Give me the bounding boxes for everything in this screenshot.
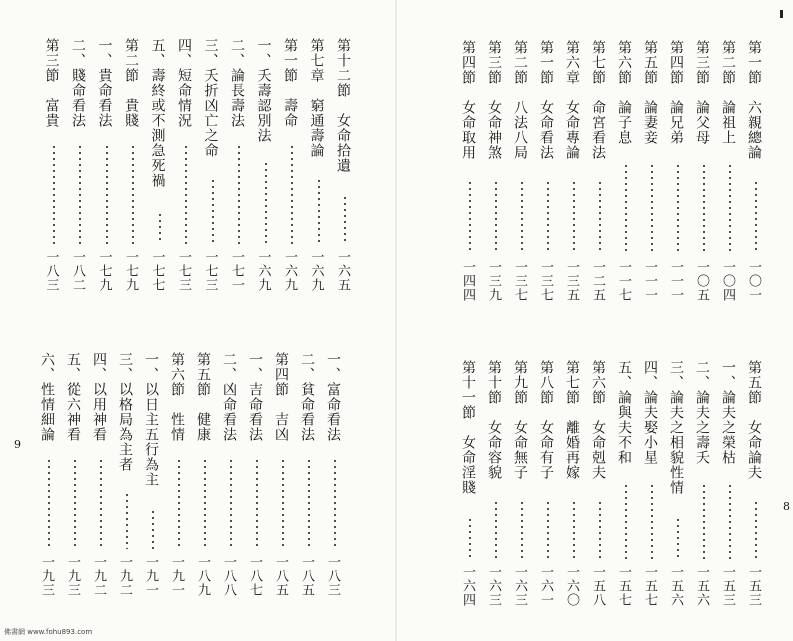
toc-entry-page: 一六五 (335, 250, 350, 292)
toc-entry-title: 第三節 論父母 (694, 40, 710, 145)
toc-entry (486, 360, 508, 610)
toc-entry-title: 第十一節 女命淫賤 (460, 360, 476, 495)
toc-entry-page: 一八九 (195, 555, 210, 597)
toc-entry-title: 一、貴命看法 (96, 38, 113, 128)
toc-entry-title: 二、貧命看法 (299, 352, 315, 442)
toc-entry (39, 352, 61, 600)
dot-leader (677, 163, 679, 254)
toc-entry-page: 一〇一 (746, 260, 761, 302)
toc-entry (720, 40, 742, 305)
toc-entry-title: 第四節 女命取用 (460, 40, 476, 160)
dot-leader (238, 144, 240, 244)
toc-entry (169, 352, 191, 600)
toc-entry (325, 352, 347, 600)
toc-entry-page: 一六九 (255, 250, 271, 292)
toc-entry (229, 38, 251, 295)
toc-entry-title: 二、凶命看法 (221, 352, 237, 442)
dot-leader (79, 144, 81, 244)
toc-entry-title: 三、論夫之相貌性情 (668, 360, 684, 495)
toc-entry (746, 40, 768, 305)
dot-leader (521, 180, 523, 254)
dot-leader (291, 144, 293, 244)
toc-entry-page: 一三七 (512, 260, 527, 302)
toc-entry-page: 一八五 (299, 555, 314, 597)
toc-entry-title: 一、夭壽認別法 (255, 38, 272, 143)
toc-entry (335, 38, 357, 295)
toc-entry (256, 38, 278, 295)
toc-entry-title: 第二節 貴賤 (123, 38, 139, 128)
dot-leader (265, 161, 267, 244)
toc-entry-page: 一五六 (694, 565, 709, 607)
toc-entry-page: 一二五 (590, 260, 605, 302)
toc-entry-page: 一九二 (91, 555, 106, 597)
toc-entry (221, 352, 243, 600)
dot-leader (547, 500, 549, 559)
toc-entry-title: 五、論與夫不和 (616, 360, 632, 465)
toc-entry-title: 第三節 女命神煞 (486, 40, 502, 160)
toc-entry-page: 一六三 (512, 565, 527, 607)
toc-entry-title: 第五節 女命論夫 (746, 360, 762, 480)
dot-leader (185, 144, 187, 244)
toc-entry-page: 一五三 (746, 565, 761, 607)
toc-entry (590, 360, 612, 610)
dot-leader (159, 212, 161, 244)
toc-entry-title: 第九節 女命無子 (512, 360, 528, 480)
toc-entry (273, 352, 295, 600)
toc-entry (143, 352, 165, 600)
dot-leader (282, 458, 284, 549)
dot-leader (755, 180, 757, 254)
toc-entry-page: 一六九 (308, 250, 324, 292)
toc-entry-page: 一七七 (149, 250, 165, 292)
toc-entry (694, 360, 716, 610)
toc-entry-page: 一八七 (247, 555, 262, 597)
dot-leader (344, 195, 346, 244)
toc-entry-page: 一三七 (538, 260, 553, 302)
toc-entry-page: 一五六 (668, 565, 683, 607)
toc-entry-page: 一四四 (460, 260, 475, 302)
toc-entry-title: 六、性情細論 (39, 352, 55, 442)
toc-entry (642, 40, 664, 305)
toc-entry-title: 二、論夫之壽夭 (694, 360, 710, 465)
dot-leader (573, 500, 575, 559)
dot-leader (703, 163, 705, 254)
toc-entry (538, 360, 560, 610)
toc-entry (150, 38, 172, 295)
toc-entry-page: 一一一 (642, 260, 657, 302)
toc-entry (70, 38, 92, 295)
toc-entry-title: 四、短命情況 (176, 38, 192, 128)
dot-leader (469, 180, 471, 254)
dot-leader (651, 163, 653, 254)
dot-leader (100, 458, 102, 549)
toc-entry-page: 一一一 (668, 260, 683, 302)
toc-entry (460, 40, 482, 305)
toc-entry-page: 一九一 (169, 555, 184, 597)
dot-leader (48, 458, 50, 549)
toc-entry-title: 第五節 論妻妾 (642, 40, 658, 145)
toc-entry (195, 352, 217, 600)
toc-entry (176, 38, 198, 295)
toc-entry-page: 一六三 (486, 565, 501, 607)
toc-entry (203, 38, 225, 295)
toc-entry (282, 38, 304, 295)
toc-entry-page: 一一七 (616, 260, 631, 302)
toc-entry-page: 一七三 (202, 250, 218, 292)
toc-entry-page: 一八五 (273, 555, 288, 597)
dot-leader (599, 500, 601, 559)
toc-entry-title: 第三節 富貴 (43, 38, 60, 128)
toc-entry-title: 四、論夫娶小星 (642, 360, 658, 465)
dot-leader (230, 458, 232, 549)
toc-entry-page: 一六九 (282, 250, 297, 292)
toc-entry-page: 一八三 (43, 250, 59, 292)
dot-leader (256, 458, 258, 549)
toc-entry-title: 第七節 命宮看法 (590, 40, 606, 160)
dot-leader (729, 163, 731, 254)
dot-leader (308, 458, 310, 549)
toc-entry (616, 360, 638, 610)
dot-leader (651, 483, 653, 559)
toc-entry-page: 一八三 (325, 555, 340, 597)
toc-entry-page: 一七九 (96, 250, 112, 292)
toc-entry-page: 一八八 (221, 555, 236, 597)
toc-entry-title: 第六節 性情 (169, 352, 185, 442)
toc-entry-title: 第十二節 女命拾遺 (335, 38, 351, 173)
toc-entry (486, 40, 508, 305)
dot-leader (74, 458, 76, 549)
dot-leader (573, 180, 575, 254)
toc-entry (123, 38, 145, 295)
dot-leader (178, 458, 180, 549)
dot-leader (53, 144, 55, 244)
toc-entry-page: 一九一 (143, 555, 158, 597)
toc-entry-page: 一五七 (642, 565, 657, 607)
page-number: 8 (783, 500, 790, 513)
toc-entry-title: 第八節 女命有子 (538, 360, 554, 480)
toc-entry (65, 352, 87, 600)
dot-leader (212, 178, 214, 244)
toc-entry-page: 一六〇 (564, 565, 579, 607)
corner-mark (780, 10, 783, 18)
toc-entry (97, 38, 119, 295)
toc-entry-page: 一五三 (720, 565, 735, 607)
toc-entry-title: 一、吉命看法 (247, 352, 263, 442)
toc-entry (247, 352, 269, 600)
toc-entry-page: 一七九 (123, 250, 138, 292)
toc-entry-title: 第十節 女命容貌 (486, 360, 502, 480)
site-footer: 佛書網 www.fohu893.com (4, 628, 93, 636)
toc-entry-title: 第六章 女命專論 (564, 40, 580, 160)
toc-entry-page: 一三九 (486, 260, 501, 302)
toc-entry-page: 一三五 (564, 260, 579, 302)
toc-entry-title: 第六節 論子息 (616, 40, 632, 145)
dot-leader (521, 500, 523, 559)
toc-entry-page: 一〇四 (720, 260, 735, 302)
dot-leader (126, 492, 128, 549)
dot-leader (334, 458, 336, 549)
left-page (0, 0, 396, 641)
toc-entry-title: 三、夭折凶亡之命 (202, 38, 219, 158)
dot-leader (106, 144, 108, 244)
dot-leader (625, 483, 627, 559)
toc-entry-page: 一六四 (460, 565, 475, 607)
toc-entry (564, 40, 586, 305)
toc-entry (512, 40, 534, 305)
toc-entry-page: 一七一 (229, 250, 244, 292)
toc-entry-page: 一〇五 (694, 260, 709, 302)
toc-entry-page: 一六一 (538, 565, 553, 607)
toc-entry-title: 二、論長壽法 (229, 38, 245, 128)
dot-leader (152, 509, 154, 549)
dot-leader (677, 517, 679, 559)
toc-entry-page: 一八二 (70, 250, 85, 292)
dot-leader (599, 180, 601, 254)
toc-entry (309, 38, 331, 295)
toc-entry (564, 360, 586, 610)
toc-entry-title: 一、富命看法 (325, 352, 341, 442)
toc-entry-title: 第二節 論祖上 (720, 40, 736, 145)
toc-entry-title: 三、以格局為主者 (117, 352, 133, 472)
toc-entry-title: 二、賤命看法 (70, 38, 86, 128)
toc-entry (720, 360, 742, 610)
toc-entry-title: 第一節 壽命 (282, 38, 298, 128)
dot-leader (495, 180, 497, 254)
right-page (396, 0, 793, 641)
dot-leader (132, 144, 134, 244)
toc-entry-title: 一、論夫之榮枯 (720, 360, 736, 465)
toc-entry-page: 一九三 (39, 555, 54, 597)
dot-leader (495, 500, 497, 559)
toc-entry-title: 第六節 女命剋夫 (590, 360, 606, 480)
toc-entry-title: 第二節 八法八局 (512, 40, 528, 160)
dot-leader (703, 483, 705, 559)
toc-entry (512, 360, 534, 610)
toc-entry-page: 一九三 (65, 555, 80, 597)
toc-entry (668, 40, 690, 305)
toc-entry (694, 40, 716, 305)
toc-entry (642, 360, 664, 610)
toc-entry (538, 40, 560, 305)
toc-entry-title: 第七章 窮通壽論 (308, 38, 325, 158)
toc-entry-page: 一九二 (117, 555, 132, 597)
toc-entry-title: 第一節 六親總論 (746, 40, 762, 160)
dot-leader (547, 180, 549, 254)
toc-entry (91, 352, 113, 600)
toc-entry-page: 一五八 (590, 565, 605, 607)
dot-leader (625, 163, 627, 254)
toc-entry (44, 38, 66, 295)
toc-entry-title: 第五節 健康 (195, 352, 211, 442)
toc-entry (746, 360, 768, 610)
toc-entry-page: 一五七 (616, 565, 631, 607)
toc-entry (616, 40, 638, 305)
toc-entry (460, 360, 482, 610)
toc-entry (117, 352, 139, 600)
toc-entry-page: 一七三 (176, 250, 191, 292)
dot-leader (729, 483, 731, 559)
toc-entry-title: 第一節 女命看法 (538, 40, 554, 160)
dot-leader (755, 500, 757, 559)
toc-entry (668, 360, 690, 610)
page-number: 9 (14, 438, 21, 451)
toc-entry (299, 352, 321, 600)
toc-entry-title: 五、從六神看 (65, 352, 81, 442)
toc-entry-title: 第七節 離婚再嫁 (564, 360, 580, 480)
toc-entry-title: 第四節 論兄弟 (668, 40, 684, 145)
dot-leader (469, 517, 471, 559)
toc-entry-title: 第四節 吉凶 (273, 352, 289, 442)
toc-entry-title: 四、以用神看 (91, 352, 107, 442)
toc-entry-title: 一、以日主五行為主 (143, 352, 159, 487)
toc-entry-title: 五、壽終或不測急死禍 (149, 38, 166, 188)
toc-entry (590, 40, 612, 305)
dot-leader (204, 458, 206, 549)
dot-leader (318, 178, 320, 244)
